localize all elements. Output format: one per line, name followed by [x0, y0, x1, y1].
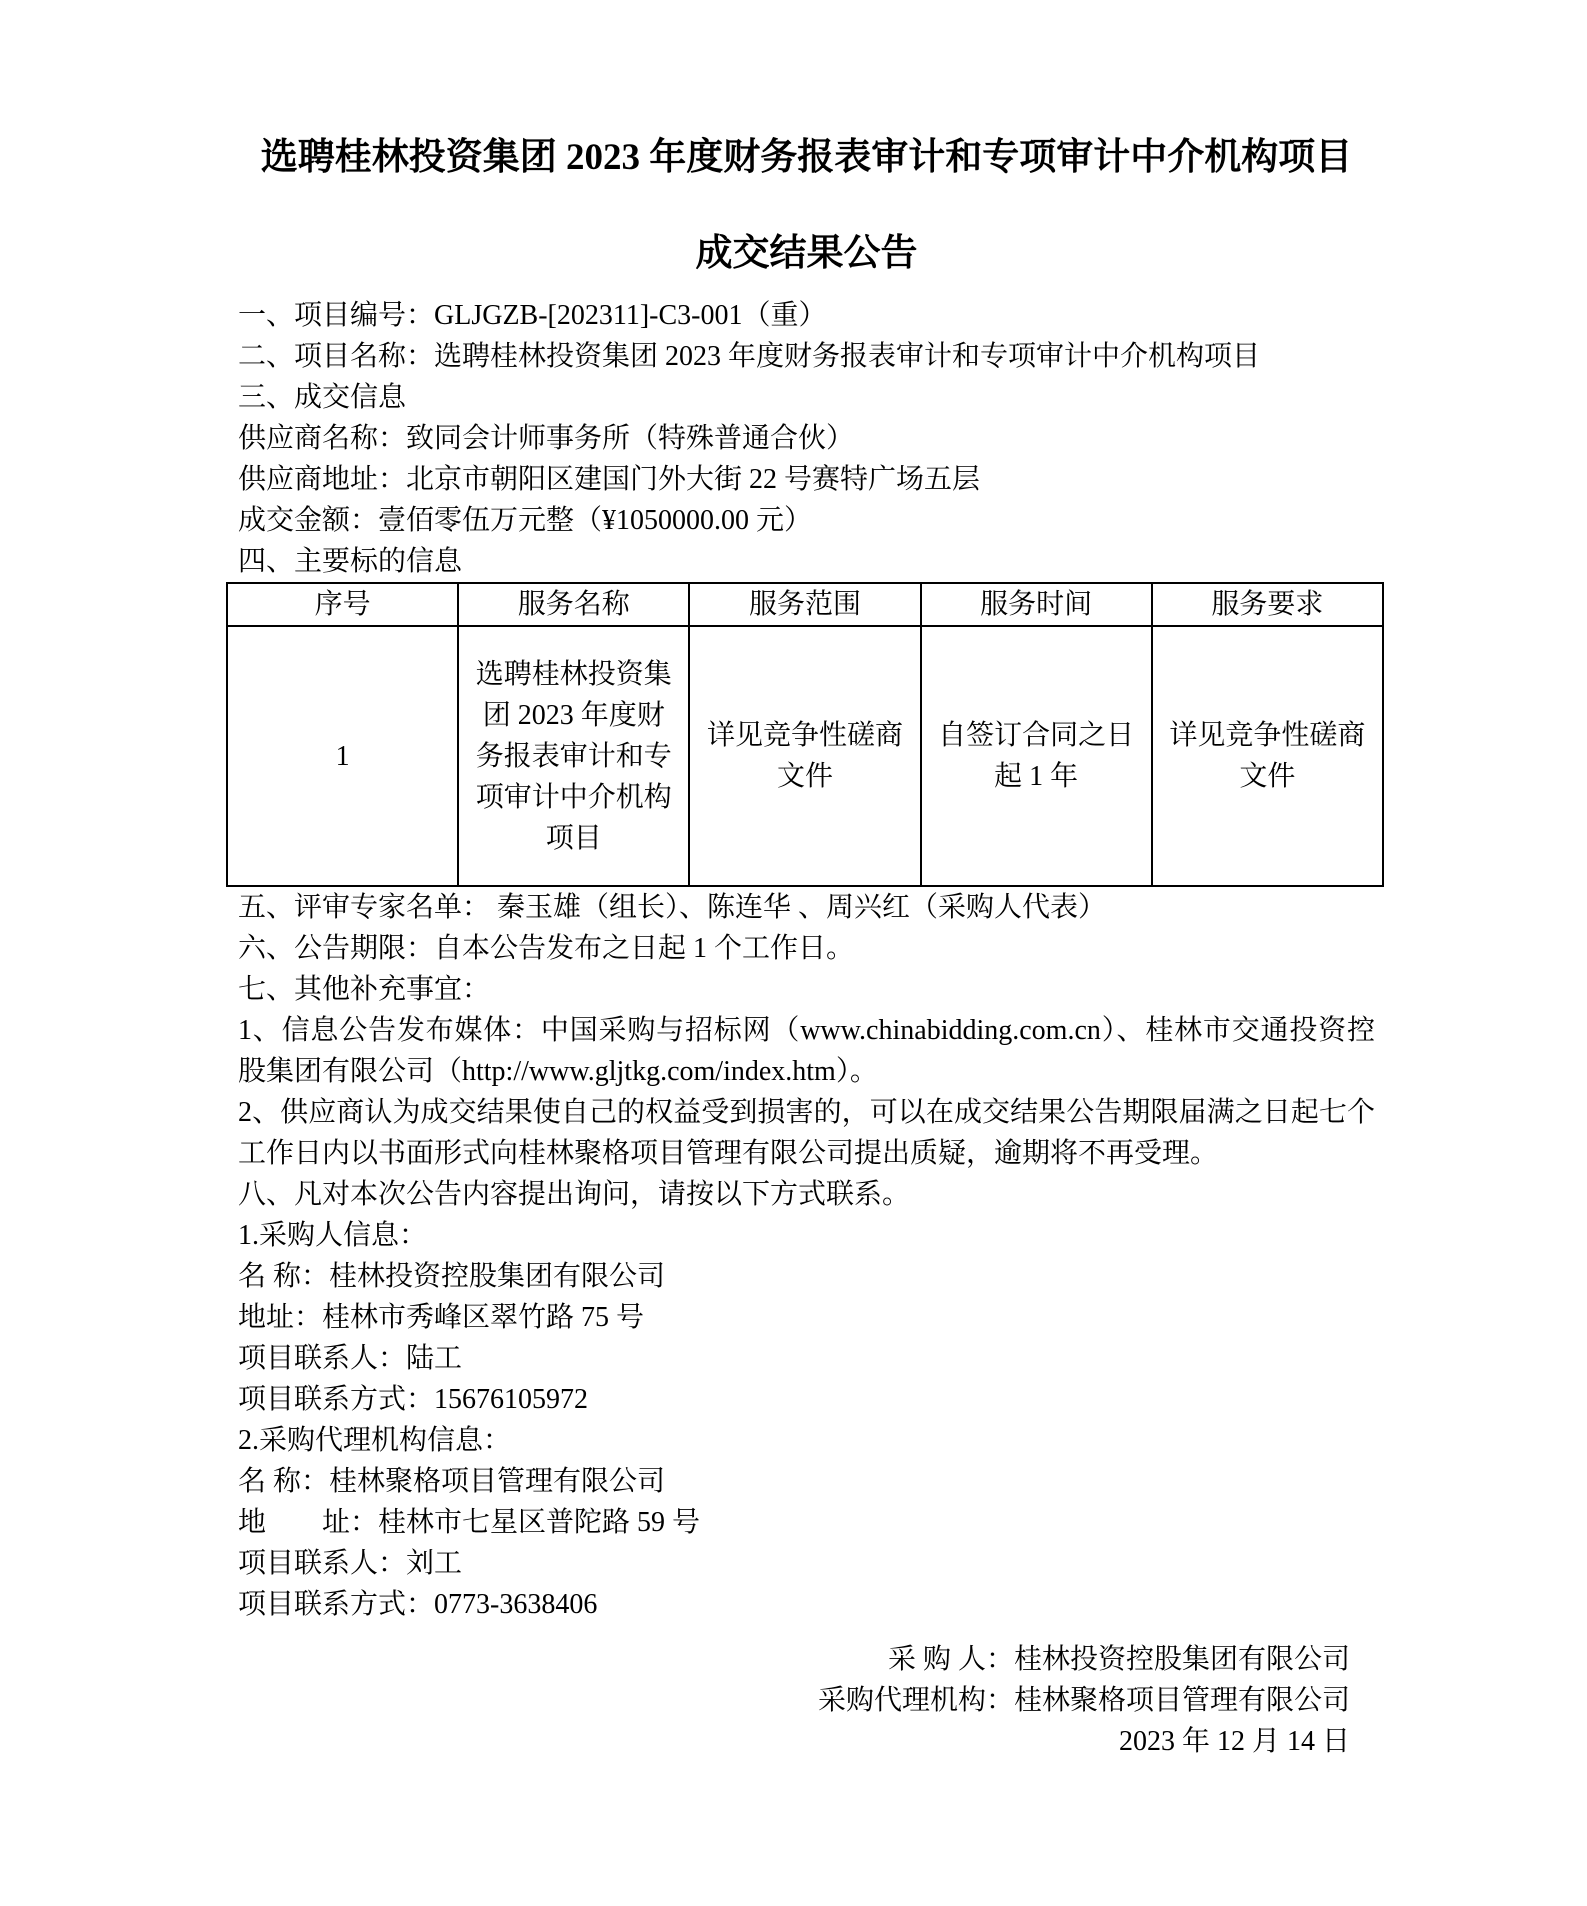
- para-objection-notice: 2、供应商认为成交结果使自己的权益受到损害的，可以在成交结果公告期限届满之日起七个工作日内以书面形式向桂林聚格项目管理有限公司提出质疑，逾期将不再受理。: [238, 1097, 1375, 1169]
- table-row: [227, 626, 1383, 886]
- para-contact-intro: 八、凡对本次公告内容提出询问，请按以下方式联系。: [238, 1179, 911, 1210]
- table-header-row: [227, 583, 1383, 626]
- cell-service-requirement: 详见竞争性磋商文件: [1152, 626, 1383, 886]
- purchaser-name: 名 称：桂林投资控股集团有限公司: [238, 1261, 666, 1292]
- para-award-amount: 成交金额：壹佰零伍万元整（¥1050000.00 元）: [238, 505, 813, 536]
- para-supplier-name: 供应商名称：致同会计师事务所（特殊普通合伙）: [238, 423, 855, 454]
- footer-agency: 采购代理机构：桂林聚格项目管理有限公司: [817, 1685, 1350, 1716]
- para-project-number: 一、项目编号：GLJGZB-[202311]-C3-001（重）: [238, 300, 827, 331]
- purchaser-contact-person: 项目联系人：陆工: [238, 1343, 463, 1374]
- table-header-service-time: 服务时间: [921, 583, 1152, 626]
- signature-block: [238, 1639, 1375, 1762]
- footer-date: 2023 年 12 月 14 日: [1118, 1726, 1350, 1757]
- purchaser-contact-phone: 项目联系方式：15676105972: [238, 1384, 589, 1415]
- para-supplier-address: 供应商地址：北京市朝阳区建国门外大街 22 号赛特广场五层: [238, 464, 981, 495]
- para-publication-media: 1、信息公告发布媒体：中国采购与招标网（www.chinabidding.com.cn）、桂林市交通投资控股集团有限公司（http://www.gljtkg.com/index.htm）。: [238, 1015, 1375, 1087]
- cell-service-time: 自签订合同之日起 1 年: [921, 626, 1152, 886]
- para-expert-list: 五、评审专家名单： 秦玉雄（组长）、陈连华 、周兴红（采购人代表）: [238, 892, 1107, 923]
- purchaser-info-heading: 1.采购人信息：: [238, 1220, 428, 1251]
- document-subtitle: 成交结果公告: [695, 233, 918, 274]
- para-award-info-heading: 三、成交信息: [238, 382, 407, 413]
- agency-contact-person: 项目联系人：刘工: [238, 1548, 463, 1579]
- table-header-service-requirement: 服务要求: [1152, 583, 1383, 626]
- agency-name: 名 称：桂林聚格项目管理有限公司: [238, 1466, 666, 1497]
- agency-contact-phone: 项目联系方式：0773-3638406: [238, 1589, 598, 1620]
- table-header-service-scope: 服务范围: [689, 583, 920, 626]
- table-header-seq: 序号: [227, 583, 458, 626]
- document-title: 选聘桂林投资集团 2023 年度财务报表审计和专项审计中介机构项目: [260, 137, 1353, 178]
- purchaser-address: 地址：桂林市秀峰区翠竹路 75 号: [238, 1302, 645, 1333]
- footer-purchaser: 采 购 人：桂林投资控股集团有限公司: [887, 1644, 1350, 1675]
- agency-address: 地 址：桂林市七星区普陀路 59 号: [238, 1507, 701, 1538]
- table-header-service-name: 服务名称: [458, 583, 689, 626]
- para-other-matters-heading: 七、其他补充事宜：: [238, 974, 491, 1005]
- agency-info-heading: 2.采购代理机构信息：: [238, 1425, 512, 1456]
- para-project-name: 二、项目名称：选聘桂林投资集团 2023 年度财务报表审计和专项审计中介机构项目: [238, 341, 1261, 372]
- para-announcement-period: 六、公告期限：自本公告发布之日起 1 个工作日。: [238, 933, 855, 964]
- cell-seq: 1: [227, 626, 458, 886]
- bid-items-table: [226, 582, 1384, 887]
- cell-service-scope: 详见竞争性磋商文件: [689, 626, 920, 886]
- para-bid-items-heading: 四、主要标的信息: [238, 546, 463, 577]
- cell-service-name: 选聘桂林投资集团 2023 年度财务报表审计和专项审计中介机构项目: [458, 626, 689, 886]
